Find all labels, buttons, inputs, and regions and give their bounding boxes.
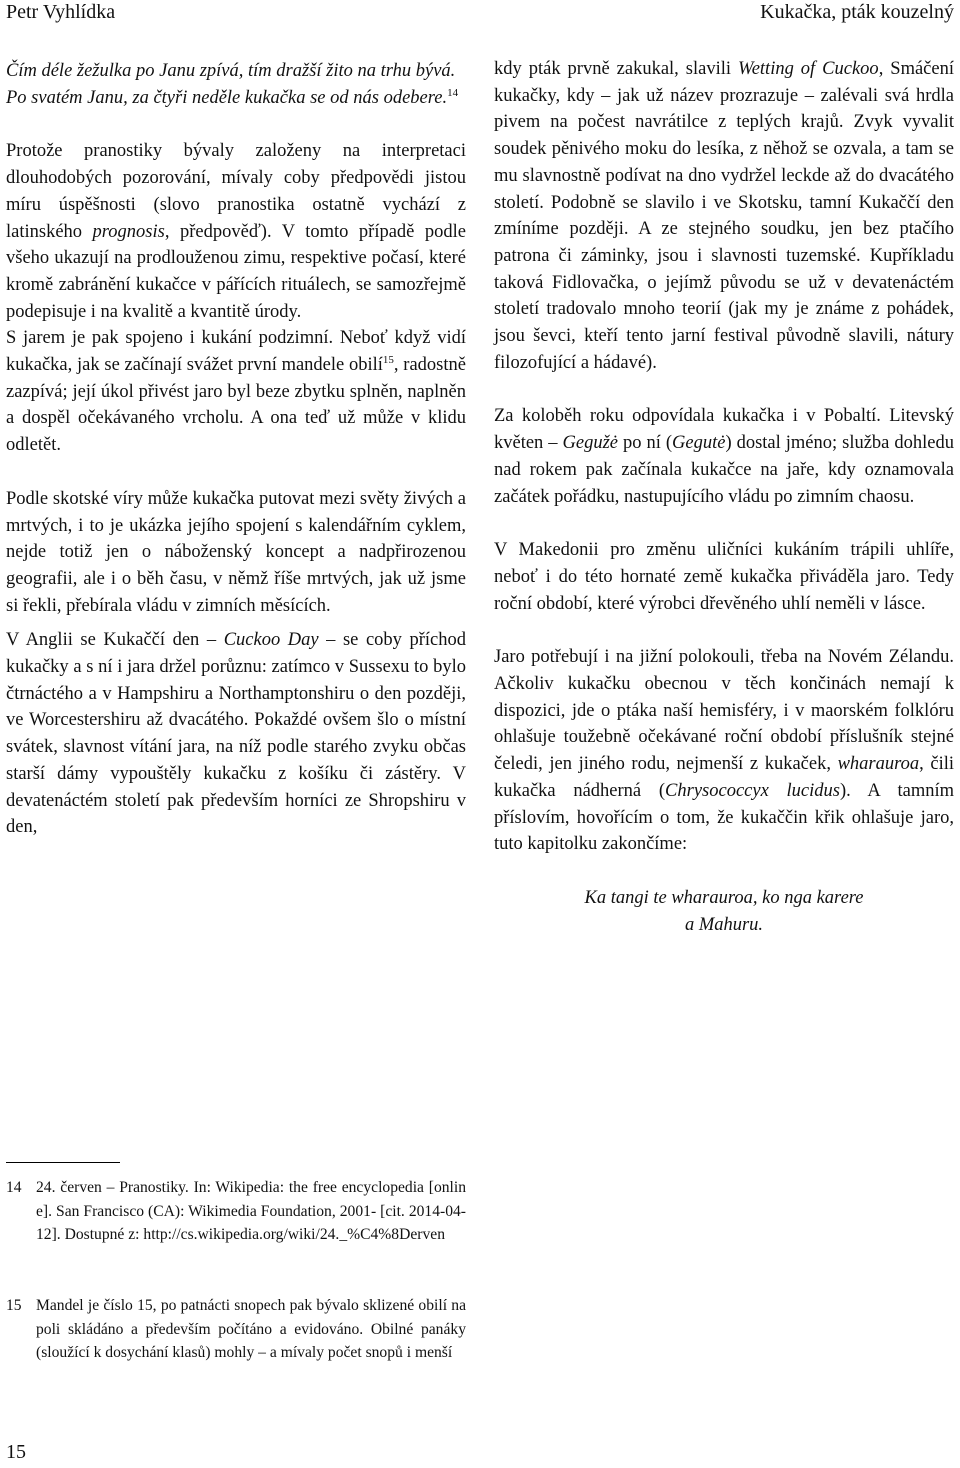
paragraph-pobalti (494, 403, 954, 510)
footnote-14 (6, 1176, 466, 1247)
paragraph-skotska-vira: Podle skotské víry může kukačka putovat mezi světy živých a mrtvých, i to je ukázka jejího spojení s kalendářním cyklem, nejde totiž jen o náboženský koncept a nadpřirozenou geografii, ale i o běh času, v němž říše mrtvých, jak už jsme si řekli, přebírala vládu v zimních měsících. (6, 488, 466, 616)
page-number: 15 (6, 1441, 26, 1463)
maori-proverb (494, 885, 954, 938)
text-run: ) dostal jméno; služba dohledu nad rokem pak začínala kukačce na jaře, kdy oznamovala začátek pořádku, nastupujícího vládu po zimním chaosu. (494, 433, 954, 507)
term-cuckoo-day: Cuckoo Day (223, 630, 319, 651)
paragraph-makedonie: V Makedonii pro změnu uličníci kukáním trápili uhlíře, neboť i do této hornaté země kukačka přiváděla jaro. Tedy roční období, které výrobci dřevěného uhlí neměli v lásce. (494, 540, 954, 614)
text-run: S jarem je pak spojeno i kukání podzimní. Neboť když vidí kukačka, jak se začínají svážet první mandele obilí (6, 328, 466, 376)
text-run: , předpověď). V tomto případě podle všeho ukazují na prodlouženou zimu, respektive počasí, které kromě zabránění kukačce v pářících rituálech, se samozřejmě podepisuje i na kvalitě a kvantitě úrody. (6, 221, 466, 322)
footnote-separator (6, 1162, 120, 1163)
footnote-number: 15 (6, 1297, 22, 1314)
paragraph-novy-zeland (494, 644, 954, 858)
running-header-author: Petr Vyhlídka (6, 1, 116, 23)
paragraph-pranostiky (6, 138, 466, 325)
text-run: Za koloběh roku odpovídala kukačka i v Pobaltí. Litevský květen – (494, 406, 954, 454)
term-chrysococcyx-lucidus: Chrysococcyx lucidus (665, 780, 840, 801)
verse-line-2: Po svatém Janu, za čtyři neděle kukačka se od nás odebere. (6, 87, 448, 108)
footnote-15 (6, 1294, 466, 1365)
text-run: po ní ( (618, 433, 673, 454)
footnote-text: 24. červen – Pranostiky. In: Wikipedia: the free encyclopedia [online]. San Francisco (CA): Wikimedia Foundation, 2001- [cit. 2014-04-12]. Dostupné z: http://cs.wikipedia.org/wiki/24._%C4%8Derven (36, 1179, 466, 1243)
text-run: , radostně zazpívá; její úkol přivést jaro byl beze zbytku splněn, naplněn a dospěl očekávaného vrcholu. A ona teď už může v klidu odletět. (6, 355, 466, 456)
paragraph-anglie (6, 627, 466, 841)
term-prognosis: prognosis (92, 221, 165, 242)
term-wharauroa: wharauroa (837, 754, 920, 775)
proverb-line-2: a Mahuru. (684, 914, 764, 935)
text-run: Protože pranostiky bývaly založeny na interpretaci dlouhodobých pozorování, mívaly coby předpovědi jistou míru úspěšnosti (slovo pranostika ostatně vychází z latinského (6, 141, 466, 242)
footnote-number: 14 (6, 1179, 22, 1196)
paragraph-podzimni-kukani (6, 325, 466, 459)
verse-line-1: Čím déle žežulka po Janu zpívá, tím dražší žito na trhu bývá. (6, 61, 456, 81)
footnote-ref-14[interactable]: 14 (447, 86, 459, 99)
right-column (494, 56, 954, 938)
paragraph-wetting-of-cuckoo (494, 56, 954, 376)
footnote-text: Mandel je číslo 15, po patnácti snopech pak bývalo sklizené obilí na poli skládáno a především počítáno a evidováno. Obilné panáky (sloužící k dosychání klasů) mohly – a mívaly počet snopů i menší (36, 1297, 466, 1361)
running-header-title: Kukačka, pták kouzelný (760, 1, 954, 23)
term-wetting-of-cuckoo: Wetting of Cuckoo (737, 59, 879, 79)
text-run: V Anglii se Kukaččí den – (6, 630, 224, 651)
text-run: Jaro potřebují i na jižní polokouli, třeba na Novém Zélandu. Ačkoliv kukačku obecnou v těch končinách nemají k dispozici, jde o ptáka naší hemisféry, i v maorském folklóru ohlašuje toužebně očekávané roční období příslušník stejné čeledi, jen jiného rodu, nejmenší z kukaček, (494, 647, 954, 775)
text-run: , Smáčení kukačky, kdy – jak už název prozrazuje – zalévali svá hrdla pivem na počest navrátilce z teplých krajů. Zvyk vyvalit soudek pěnivého moku do lesíka, z něhož se ozvala, a tam se mu slavnostně podívat na dno vydržel leckde až do dvacátého století. Podobně se slavilo i ve Skotsku, tamní Kukaččí den zmíníme později. A ze stejného soudku, jen bez ptačího patrona či záminky, jsou i slavnosti tuzemské. Kupříkladu taková Fidlovačka, o jejímž původu se už v devatenáctém století tradovalo mnoho teorií (jak my je známe z pohádek, jsou ševci, kteří tento jarní festival původně slavili, nátury filozofující a hádavé). (494, 59, 954, 373)
text-run: , čili kukačka nádherná ( (494, 754, 954, 801)
text-run: kdy pták prvně zakukal, slavili (494, 59, 738, 79)
term-geguze: Gegužė (562, 433, 619, 454)
proverb-line-1: Ka tangi te wharauroa, ko nga karere (584, 887, 864, 908)
footnote-ref-15[interactable]: 15 (382, 354, 394, 367)
verse-quote (6, 58, 466, 111)
term-gegute: Gegutė (672, 433, 726, 454)
text-run: ). A tamním příslovím, hovořícím o tom, že kukaččin křik ohlašuje jaro, tuto kapitolku zakončíme: (494, 780, 955, 855)
left-column (6, 58, 466, 841)
text-run: – se coby příchod kukačky a s ní i jara držel porůznu: zatímco v Sussexu to bylo čtrnáctého a v Hampshiru a Northamptonshiru o den později, ve Worcestershiru až dvacátého. Pokaždé ovšem šlo o místní svátek, slavnost vítání jara, na níž podle starého zvyku občas starší dámy vypouštěly kukačku z košíku či zástěry. V devatenáctém století pak především horníci ze Shropshiru v den, (6, 630, 466, 838)
